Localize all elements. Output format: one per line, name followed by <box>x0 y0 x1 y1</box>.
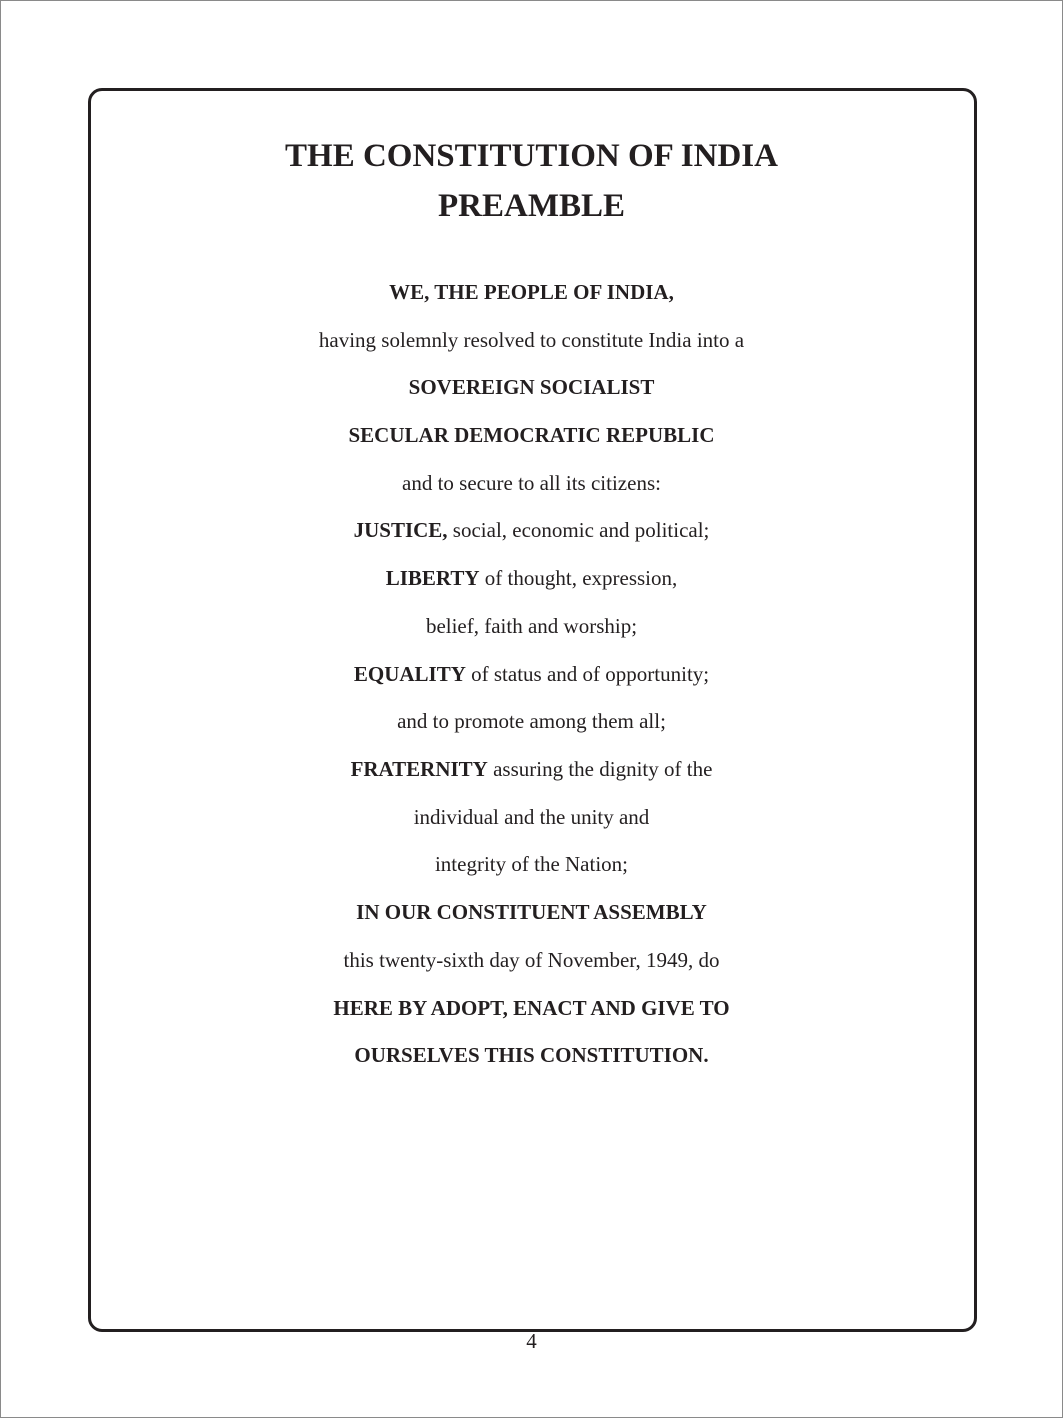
preamble-line-bold: SECULAR DEMOCRATIC REPUBLIC <box>348 423 715 447</box>
preamble-line <box>0 421 1063 449</box>
preamble-line <box>0 994 1063 1022</box>
preamble-line <box>0 707 1063 735</box>
preamble-line-text: having solemnly resolved to constitute India into a <box>318 328 745 352</box>
preamble-line-text: this twenty-sixth day of November, 1949, do <box>343 948 720 972</box>
preamble-line <box>0 326 1063 354</box>
preamble-line-text: of status and of opportunity; <box>465 662 710 686</box>
preamble-line <box>0 755 1063 783</box>
preamble-line-text: assuring the dignity of the <box>487 757 713 781</box>
preamble-line <box>0 564 1063 592</box>
preamble-line <box>0 898 1063 926</box>
preamble-line-bold: IN OUR CONSTITUENT ASSEMBLY <box>356 900 707 924</box>
preamble-line <box>0 373 1063 401</box>
preamble-line-text: and to secure to all its citizens: <box>402 471 661 495</box>
preamble-line-text: and to promote among them all; <box>397 709 666 733</box>
preamble-line <box>0 278 1063 306</box>
preamble-line <box>0 803 1063 831</box>
preamble-line-bold: SOVEREIGN SOCIALIST <box>408 375 655 399</box>
preamble-line-text: belief, faith and worship; <box>425 614 638 638</box>
preamble-line <box>0 469 1063 497</box>
preamble-line-bold: WE, THE PEOPLE OF INDIA, <box>389 280 674 304</box>
preamble-line <box>0 612 1063 640</box>
preamble-line-bold: HERE BY ADOPT, ENACT AND GIVE TO <box>333 996 730 1020</box>
preamble-line <box>0 946 1063 974</box>
preamble-line-bold: FRATERNITY <box>350 757 488 781</box>
preamble-line <box>0 850 1063 878</box>
preamble-line <box>0 660 1063 688</box>
preamble-line-text: integrity of the Nation; <box>434 852 629 876</box>
preamble-line-bold: JUSTICE, <box>353 518 448 542</box>
preamble-line-bold: OURSELVES THIS CONSTITUTION. <box>354 1043 709 1067</box>
document-subtitle: PREAMBLE <box>437 188 625 224</box>
page-number: 4 <box>526 1329 537 1353</box>
preamble-line-bold: EQUALITY <box>353 662 466 686</box>
preamble-line <box>0 516 1063 544</box>
preamble-line-text: individual and the unity and <box>413 805 650 829</box>
preamble-line-text: of thought, expression, <box>479 566 678 590</box>
preamble-line-bold: LIBERTY <box>385 566 480 590</box>
preamble-line <box>0 1041 1063 1069</box>
preamble-line-text: social, economic and political; <box>447 518 710 542</box>
document-title: THE CONSTITUTION OF INDIA <box>285 138 778 174</box>
